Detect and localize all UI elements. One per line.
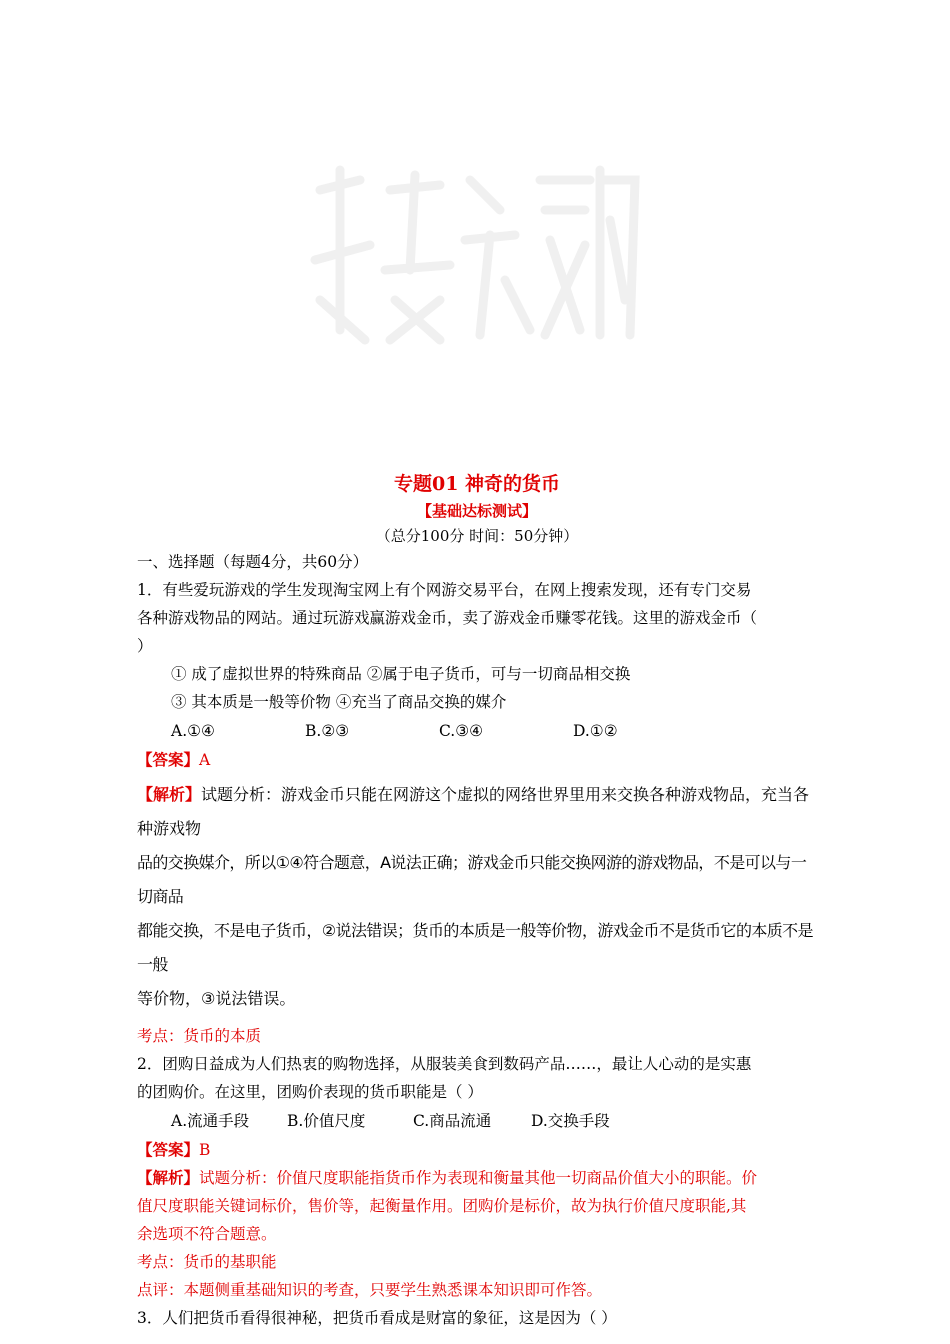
question-stem-line: 2．团购日益成为人们热衷的购物选择，从服装美食到数码产品……，最让人心动的是实惠 — [137, 1055, 752, 1073]
answer-line — [137, 746, 817, 774]
option-a: A.①④ — [171, 722, 215, 740]
analysis-line: 余选项不符合题意。 — [137, 1225, 277, 1243]
answer-line — [137, 1136, 817, 1164]
analysis-line: 值尺度职能关键词标价，售价等，起衡量作用。团购价是标价，故为执行价值尺度职能,其 — [137, 1197, 747, 1215]
section-heading: 一、选择题（每题4分，共60分） — [137, 553, 369, 571]
analysis-line — [137, 778, 817, 846]
answer-label: 【答案】 — [137, 1141, 200, 1159]
analysis-text: 试题分析：价值尺度职能指货币作为表现和衡量其他一切商品价值大小的职能。价 — [199, 1169, 758, 1187]
analysis-line: 等价物，③说法错误。 — [137, 989, 296, 1008]
answer-value: A — [199, 751, 211, 769]
statement-line: ① 成了虚拟世界的特殊商品 ②属于电子货币，可与一切商品相交换 — [171, 665, 631, 683]
page-title: 专题01 神奇的货币 — [393, 473, 561, 495]
answer-options — [137, 1106, 817, 1136]
analysis-label: 【解析】 — [137, 1169, 200, 1187]
answer-label: 【答案】 — [137, 751, 200, 769]
question-3 — [137, 1304, 817, 1332]
document-body — [137, 470, 817, 1332]
question-1 — [137, 576, 817, 1050]
analysis-block — [137, 1164, 817, 1248]
option-b: B.②③ — [305, 722, 350, 740]
analysis-line: 品的交换媒介，所以①④符合题意，A说法正确；游戏金币只能交换网游的游戏物品，不是可以与一切商品 — [137, 853, 807, 906]
question-stem-line: 各种游戏物品的网站。通过玩游戏赢游戏金币，卖了游戏金币赚零花钱。这里的游戏金币（ — [137, 609, 758, 627]
question-2 — [137, 1050, 817, 1304]
question-stem-line: ） — [137, 637, 153, 655]
option-b: B.价值尺度 — [287, 1112, 366, 1130]
dianping-line: 点评：本题侧重基础知识的考查，只要学生熟悉课本知识即可作答。 — [137, 1281, 603, 1299]
analysis-block — [137, 778, 817, 1016]
kaodian-line: 考点：货币的本质 — [137, 1027, 262, 1045]
option-d: D.①② — [573, 722, 618, 740]
page-subtitle: 【基础达标测试】 — [416, 502, 537, 520]
analysis-line — [137, 1164, 817, 1192]
test-meta: （总分100分 时间：50分钟） — [375, 527, 579, 545]
kaodian-line: 考点：货币的基职能 — [137, 1253, 277, 1271]
statement-line: ③ 其本质是一般等价物 ④充当了商品交换的媒介 — [171, 693, 507, 711]
option-d: D.交换手段 — [531, 1112, 610, 1130]
answer-options — [137, 716, 817, 746]
question-stem-line: 3．人们把货币看得很神秘，把货币看成是财富的象征，这是因为（ ） — [137, 1309, 617, 1327]
question-stem-line: 1．有些爱玩游戏的学生发现淘宝网上有个网游交易平台，在网上搜索发现，还有专门交易 — [137, 581, 752, 599]
option-a: A.流通手段 — [171, 1112, 250, 1130]
option-c: C.③④ — [439, 722, 484, 740]
answer-value: B — [199, 1141, 211, 1159]
analysis-text: 试题分析：游戏金币只能在网游这个虚拟的网络世界里用来交换各种游戏物品，充当各种游戏物 — [137, 785, 810, 838]
question-stem-line: 的团购价。在这里，团购价表现的货币职能是（ ） — [137, 1083, 483, 1101]
analysis-line: 都能交换，不是电子货币，②说法错误；货币的本质是一般等价物，游戏金币不是货币它的本质不是一般 — [137, 921, 813, 974]
option-c: C.商品流通 — [413, 1112, 492, 1130]
analysis-label: 【解析】 — [137, 785, 202, 804]
watermark-logo — [300, 150, 640, 350]
